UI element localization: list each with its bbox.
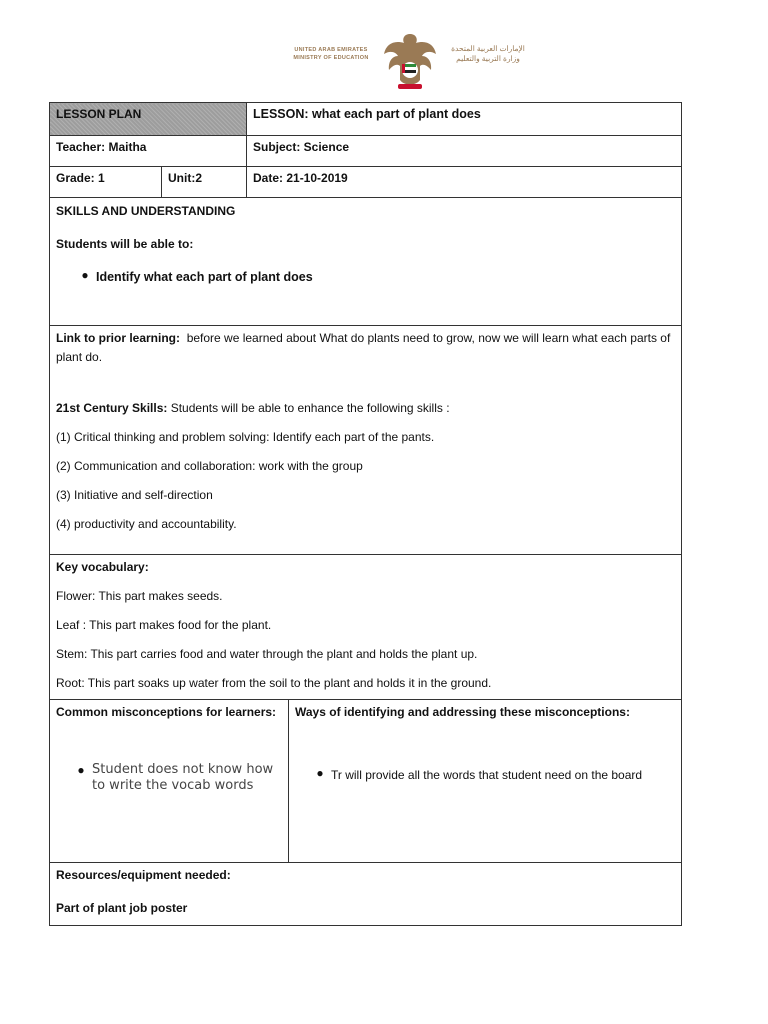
skill-2: (2) Communication and collaboration: work with the group [56, 459, 363, 473]
bullet-dot-icon: ● [77, 763, 85, 777]
lesson-plan-label: LESSON PLAN [56, 107, 142, 121]
resources-cell [50, 863, 682, 926]
bullet-dot-icon: ● [81, 268, 89, 282]
resources-row [50, 863, 682, 926]
prior-learning-label: Link to prior learning: [56, 331, 181, 345]
misconceptions-heading-right: Ways of identifying and addressing these misconceptions: [295, 705, 630, 719]
misconceptions-right-cell [289, 700, 682, 863]
objective-item [74, 268, 675, 287]
prior-learning-paragraph [56, 329, 675, 367]
date-cell [247, 167, 682, 198]
skill-4: (4) productivity and accountability. [56, 517, 237, 531]
skills-row [50, 198, 682, 326]
bullet-dot-icon: ● [316, 766, 324, 780]
logo-ar-line2: وزارة التربية والتعليم [456, 54, 520, 63]
objective-text: Identify what each part of plant does [96, 270, 313, 284]
teacher-cell [50, 136, 247, 167]
teacher-row [50, 136, 682, 167]
logo-en-line2: MINISTRY OF EDUCATION [293, 55, 369, 61]
skills-heading: SKILLS AND UNDERSTANDING [56, 204, 236, 218]
logo-en-line1: UNITED ARAB EMIRATES [294, 47, 368, 53]
misconception-text: Student does not know how to write the vocab words [92, 762, 274, 793]
misconceptions-left-cell [50, 700, 289, 863]
misconception-item [70, 762, 282, 794]
subject: Subject: Science [253, 140, 350, 154]
vocab-stem: Stem: This part carries food and water through the plant and holds the plant up. [56, 647, 478, 661]
prior-learning-cell [50, 326, 682, 555]
skills-intro: Students will be able to: [56, 237, 194, 251]
ministry-logo [282, 30, 538, 92]
vocabulary-heading: Key vocabulary: [56, 560, 149, 574]
lesson-plan-table [49, 102, 682, 926]
resources-heading: Resources/equipment needed: [56, 868, 231, 882]
grade-cell [50, 167, 162, 198]
addressing-item [309, 766, 675, 785]
grade-row [50, 167, 682, 198]
vocabulary-cell [50, 555, 682, 700]
prior-learning-row [50, 326, 682, 555]
prior-learning-text: before we learned about What do plants need to grow, now we will learn what each parts of plant do. [56, 331, 671, 364]
addressing-text: Tr will provide all the words that student need on the board [331, 768, 643, 782]
century-skills-label: 21st Century Skills: [56, 401, 168, 415]
vocab-root: Root: This part soaks up water from the soil to the plant and holds it in the ground. [56, 676, 492, 690]
misconceptions-heading-left: Common misconceptions for learners: [56, 705, 277, 719]
falcon-emblem-icon [380, 30, 440, 92]
skill-3: (3) Initiative and self-direction [56, 488, 213, 502]
vocab-leaf: Leaf : This part makes food for the plant. [56, 618, 272, 632]
vocabulary-row [50, 555, 682, 700]
century-skills-paragraph [56, 399, 675, 418]
resources-item: Part of plant job poster [56, 901, 188, 915]
misconceptions-row [50, 700, 682, 863]
subject-cell [247, 136, 682, 167]
skills-cell [50, 198, 682, 326]
logo-ar-line1: الإمارات العربية المتحدة [451, 44, 525, 53]
logo-english-text [288, 46, 374, 62]
lesson-plan-label-cell [50, 103, 247, 136]
grade: Grade: 1 [56, 171, 105, 185]
skill-1: (1) Critical thinking and problem solving: Identify each part of the pants. [56, 430, 435, 444]
lesson-title: LESSON: what each part of plant does [253, 107, 481, 121]
vocab-flower: Flower: This part makes seeds. [56, 589, 223, 603]
lesson-title-cell [247, 103, 682, 136]
century-skills-text: Students will be able to enhance the following skills : [170, 401, 450, 415]
unit: Unit:2 [168, 171, 202, 185]
unit-cell [162, 167, 247, 198]
title-row [50, 103, 682, 136]
teacher-name: Teacher: Maitha [56, 140, 147, 154]
logo-arabic-text [444, 44, 532, 64]
date: Date: 21-10-2019 [253, 171, 348, 185]
